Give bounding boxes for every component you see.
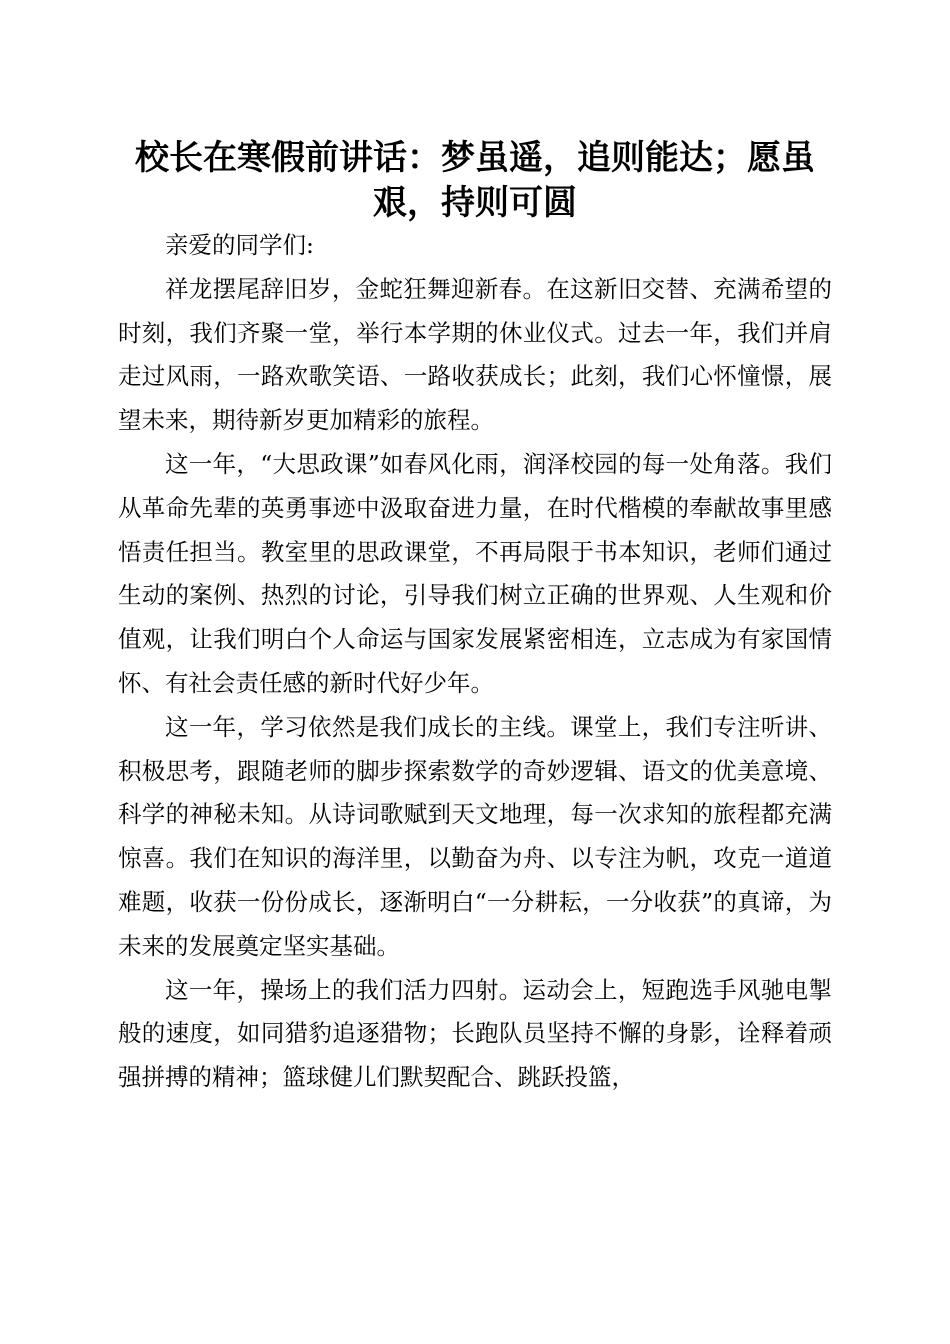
paragraph: 这一年，操场上的我们活力四射。运动会上，短跑选手风驰电掣般的速度，如同猎豹追逐猎物；长跑队员坚持不懈的身影，诠释着顽强拼搏的精神；篮球健儿们默契配合、跳跃投篮， bbox=[118, 975, 832, 1092]
paragraph: 这一年，“大思政课”如春风化雨，润泽校园的每一处角落。我们从革命先辈的英勇事迹中汲取奋进力量，在时代楷模的奉献故事里感悟责任担当。教室里的思政课堂，不再局限于书本知识，老师们通过生动的案例、热烈的讨论，引导我们树立正确的世界观、人生观和价值观，让我们明白个人命运与国家发展紧密相连，立志成为有家国情怀、有社会责任感的新时代好少年。 bbox=[118, 449, 832, 697]
salutation: 亲爱的同学们: bbox=[165, 231, 314, 259]
document-title: 校长在寒假前讲话：梦虽遥，追则能达；愿虽艰，持则可圆 bbox=[135, 138, 815, 223]
paragraph: 这一年，学习依然是我们成长的主线。课堂上，我们专注听讲、积极思考，跟随老师的脚步探索数学的奇妙逻辑、语文的优美意境、科学的神秘未知。从诗词歌赋到天文地理，每一次求知的旅程都充满惊喜。我们在知识的海洋里，以勤奋为舟、以专注为帆，攻克一道道难题，收获一份份成长，逐渐明白“一分耕耘，一分收获”的真谛，为未来的发展奠定坚实基础。 bbox=[118, 712, 832, 960]
document-body bbox=[118, 224, 832, 1100]
paragraph: 祥龙摆尾辞旧岁，金蛇狂舞迎新春。在这新旧交替、充满希望的时刻，我们齐聚一堂，举行本学期的休业仪式。过去一年，我们并肩走过风雨，一路欢歌笑语、一路收获成长；此刻，我们心怀憧憬，展望未来，期待新岁更加精彩的旅程。 bbox=[118, 274, 832, 435]
